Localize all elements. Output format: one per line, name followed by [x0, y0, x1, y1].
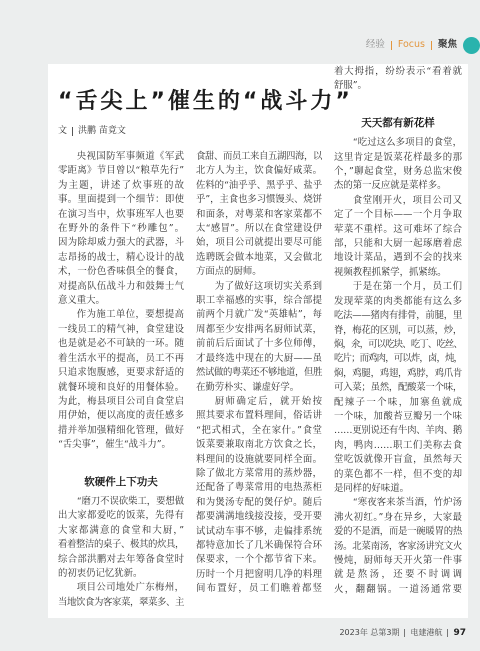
text-line: 在演习当中，炊事班军人也要	[58, 208, 184, 220]
text-line: 前两个月就广发“英雄帖”，每	[196, 309, 322, 321]
text-line: 堂吃饭就像开盲盒，虽然每天	[334, 454, 462, 466]
article-column	[334, 65, 462, 597]
text-line: 食堂刚开火，项目公司又	[352, 194, 462, 206]
text-line: 为主题，讲述了炊事班的故	[58, 179, 184, 191]
paragraph	[334, 65, 462, 94]
section-heading: 软硬件上下功夫	[84, 475, 158, 488]
article-column	[196, 150, 322, 597]
text-line: 食甜、而员工来自五湖四海，以	[196, 151, 322, 162]
text-line: 料理间的设施就要同样全面。	[196, 453, 322, 465]
text-line: 选聘既会做本地菜，又会做北	[196, 251, 322, 263]
page-number: 97	[453, 628, 466, 638]
text-line: 是同样的好味道。	[334, 482, 410, 494]
page-footer	[339, 627, 466, 639]
paragraph	[58, 308, 184, 452]
text-line: 于是在第一个月，员工们	[352, 281, 462, 293]
text-line: 大家都满意的食堂和大厨，”	[58, 524, 184, 536]
text-line: 照其要求布置料理间，俗话讲	[196, 410, 322, 422]
text-line: 吃法——猪肉有排骨，前腿，里	[334, 310, 462, 322]
text-line: 对提高队伍战斗力和鼓舞士气	[58, 280, 184, 292]
text-line: 事。里面提到一个细节：即使	[58, 194, 184, 206]
text-line: 杰的第一反应就是菜样多。	[334, 180, 447, 192]
text-line: 焖，氽，可以吃块、吃丁、吃丝、	[334, 338, 462, 350]
text-line: “吃过这么多项目的食堂，	[352, 137, 462, 149]
text-line: 乎”，主食也多习惯馒头、烧饼	[196, 194, 322, 206]
text-line: 综合部洪鹏对去年筹备食堂时	[58, 553, 184, 565]
text-line: 因为除却威力强大的武器，斗	[58, 237, 184, 249]
text-line: 央视国防军事频道《军武	[76, 151, 184, 162]
text-line: 沸火初红。”身在异乡，大家最	[334, 511, 462, 523]
footer-divider	[447, 629, 448, 637]
section-header	[366, 38, 457, 52]
text-line: 个，”聊起食堂，财务总监宋俊	[334, 166, 462, 178]
text-line: 然试做的粤菜还不够地道，但胜	[196, 367, 322, 379]
text-line: 间布置好，员工们瞧着都竖	[196, 583, 322, 595]
text-line: 地设计菜品，遇到不会的找来	[334, 252, 462, 264]
text-line: 保要求，一个个都节省下来。	[196, 554, 322, 566]
byline-prefix: 文	[58, 126, 68, 136]
text-line: “磨刀不误砍柴工，要想做	[76, 495, 184, 507]
text-line: 零距离》节目曾以“粮草先行”	[58, 165, 184, 177]
text-line: 为此，梅县项目公司自食堂启	[58, 395, 184, 407]
text-line: 着生活水平的提高，员工不再	[58, 352, 184, 364]
text-line: “寒夜客来茶当酒，竹炉汤	[352, 497, 462, 509]
text-line: “把式相式，全在家什。”食堂	[196, 424, 322, 436]
text-line: 作为施工单位，要想提高	[76, 309, 184, 321]
text-line: 一线员工的精气神，食堂建设	[58, 323, 184, 335]
text-line: 除了做北方菜常用的蒸炒器，	[196, 467, 322, 479]
text-line: 就餐环境和良好的用餐体验。	[58, 381, 184, 393]
paragraph	[58, 581, 184, 610]
text-line: 饭菜要兼取南北方饮食之长，	[196, 439, 322, 451]
footer-divider	[404, 629, 405, 637]
text-line: 职工幸福感的实事，综合部提	[196, 295, 322, 307]
text-line: 在野外的条件下“秒雕包”。	[58, 223, 184, 235]
paragraph	[334, 280, 462, 496]
text-line: “舌尖事”，催生“战斗力”。	[58, 439, 171, 451]
paragraph	[58, 150, 184, 308]
text-line: 才最终选中现在的大厨——虽	[196, 352, 322, 364]
text-line: 始，项目公司就提出要尽可能	[196, 237, 322, 249]
text-line: 看着整洁的桌子、极其的炊具，	[58, 539, 184, 551]
text-line: 慢炖，厨师每天开火第一件事	[334, 555, 462, 566]
text-line: 为了做好这项切实关系到	[214, 280, 322, 292]
text-line: 都要满满地线接没接，受开要	[196, 511, 322, 523]
text-line: 配辣子一个味，加寨鱼就成	[334, 396, 462, 408]
text-line: ……更别说还有牛肉、羊肉、鹅	[334, 425, 462, 437]
text-line: 视频教程抓紧学，抓紧练。	[334, 266, 447, 278]
text-line: 的初衷仍记忆犹新。	[58, 567, 143, 579]
paragraph	[334, 194, 462, 280]
text-line: 部，只能和大厨一起琢磨着虑	[334, 238, 462, 250]
section-label-focus: 聚焦	[437, 39, 457, 50]
text-line: 也是就是必不可缺的一环。随	[58, 338, 184, 350]
text-line: 当地饮食为客家菜，翠菜多、主	[58, 596, 184, 608]
byline-authors: 洪鹏 苗竟文	[78, 126, 126, 136]
text-line: 爱的不是酒，而是一碗暖胃的热	[334, 526, 462, 538]
article-column	[58, 150, 184, 610]
paragraph	[58, 495, 184, 581]
text-line: 和面条，对粤菜和客家菜都不	[196, 208, 322, 220]
section-label-focus-en: Focus	[397, 39, 425, 50]
paragraph	[334, 496, 462, 597]
header-divider	[391, 41, 392, 50]
byline-divider	[72, 127, 73, 136]
text-line: 焖，鸡腿，鸡翅，鸡脖，鸡爪肯	[334, 367, 462, 379]
text-line: 定了一个目标——一个月争取	[334, 209, 462, 221]
text-line: 发现荤菜的肉类都能有这么多	[334, 295, 462, 307]
text-line: 都特意加长了几米确保符合环	[196, 539, 322, 551]
section-label-experience: 经验	[365, 39, 385, 50]
text-line: 火，翻翻锅。一道汤通常要	[334, 583, 462, 595]
text-line: 在勤劳朴实、谦虚好学。	[196, 381, 300, 393]
text-line: 历时一个月把窗明几净的料理	[196, 568, 322, 580]
text-line: 周都至少安排两名厨师试菜，	[196, 323, 322, 335]
text-line: 荤菜不重样。这可难坏了综合	[334, 223, 462, 235]
paragraph	[196, 395, 322, 597]
text-line: 用伊始，便以高度的责任感多	[58, 410, 184, 422]
text-line: 和为煲汤专配的煲仔炉。随后	[196, 496, 322, 508]
text-line: 试试动车事不够，走偏排系统	[196, 525, 322, 537]
section-heading: 天天都有新花样	[361, 116, 435, 129]
paragraph	[196, 150, 322, 280]
text-line: 着大拇指，纷纷表示“看着就	[334, 66, 462, 77]
text-line: 前前后后面试了十多位师傅，	[196, 338, 322, 350]
text-line: 出大家都爱吃的饭菜，先得有	[58, 510, 184, 522]
section-marker-dot-icon	[463, 37, 480, 54]
text-line: 就是熬汤，还要不时调调	[334, 569, 462, 581]
text-line: 还配备了粤菜常用的电热蒸柜	[196, 482, 322, 494]
text-line: 肉，鸭肉……职工们美称去食	[334, 439, 462, 451]
text-line: 措并举加强精细化管理，做好	[58, 424, 184, 436]
footer-issue: 2023年 总第3期	[339, 628, 400, 637]
text-line: 舒服”。	[334, 80, 367, 92]
text-line: 佐料的“油乎乎、黑乎乎、盐乎	[196, 179, 322, 191]
text-line: 汤。北菜南汤，客家汤讲究文火	[334, 540, 462, 552]
text-line: 脊，梅花的区别，可以蒸，炒，	[334, 324, 462, 336]
text-line: 可入菜；虽然，配酸菜一个味，	[334, 382, 462, 394]
text-line: 一个味，加酸苔豆瓣另一个味	[334, 410, 462, 422]
text-line: 北方人为主，饮食偏好咸菜。	[196, 165, 322, 177]
text-line: 太“感冒”。所以在食堂建设伊	[196, 223, 322, 235]
byline	[58, 125, 126, 137]
text-line: 的菜色都不一样，但不变的却	[334, 468, 462, 480]
article-title: “舌尖上”催生的“战斗力”	[58, 89, 353, 114]
text-line: 吃片；而鸡肉，可以炸，卤，炖，	[334, 353, 462, 365]
text-line: 项目公司地处广东梅州，	[76, 582, 184, 594]
paragraph	[196, 280, 322, 395]
header-divider	[431, 41, 432, 50]
text-line: 这里肯定是饭菜花样最多的那	[334, 151, 462, 163]
footer-magazine: 电建港航	[410, 628, 443, 637]
text-line: 意义重大。	[58, 295, 105, 307]
text-line: 厨师确定后，就开始按	[214, 395, 322, 407]
text-line: 志昂扬的战士，精心设计的战	[58, 251, 184, 263]
paragraph	[334, 136, 462, 194]
text-line: 只追求饱腹感，更要求舒适的	[58, 367, 184, 379]
text-line: 方面点的厨师。	[196, 266, 262, 278]
text-line: 术，一份色香味俱全的餐食，	[58, 266, 184, 278]
